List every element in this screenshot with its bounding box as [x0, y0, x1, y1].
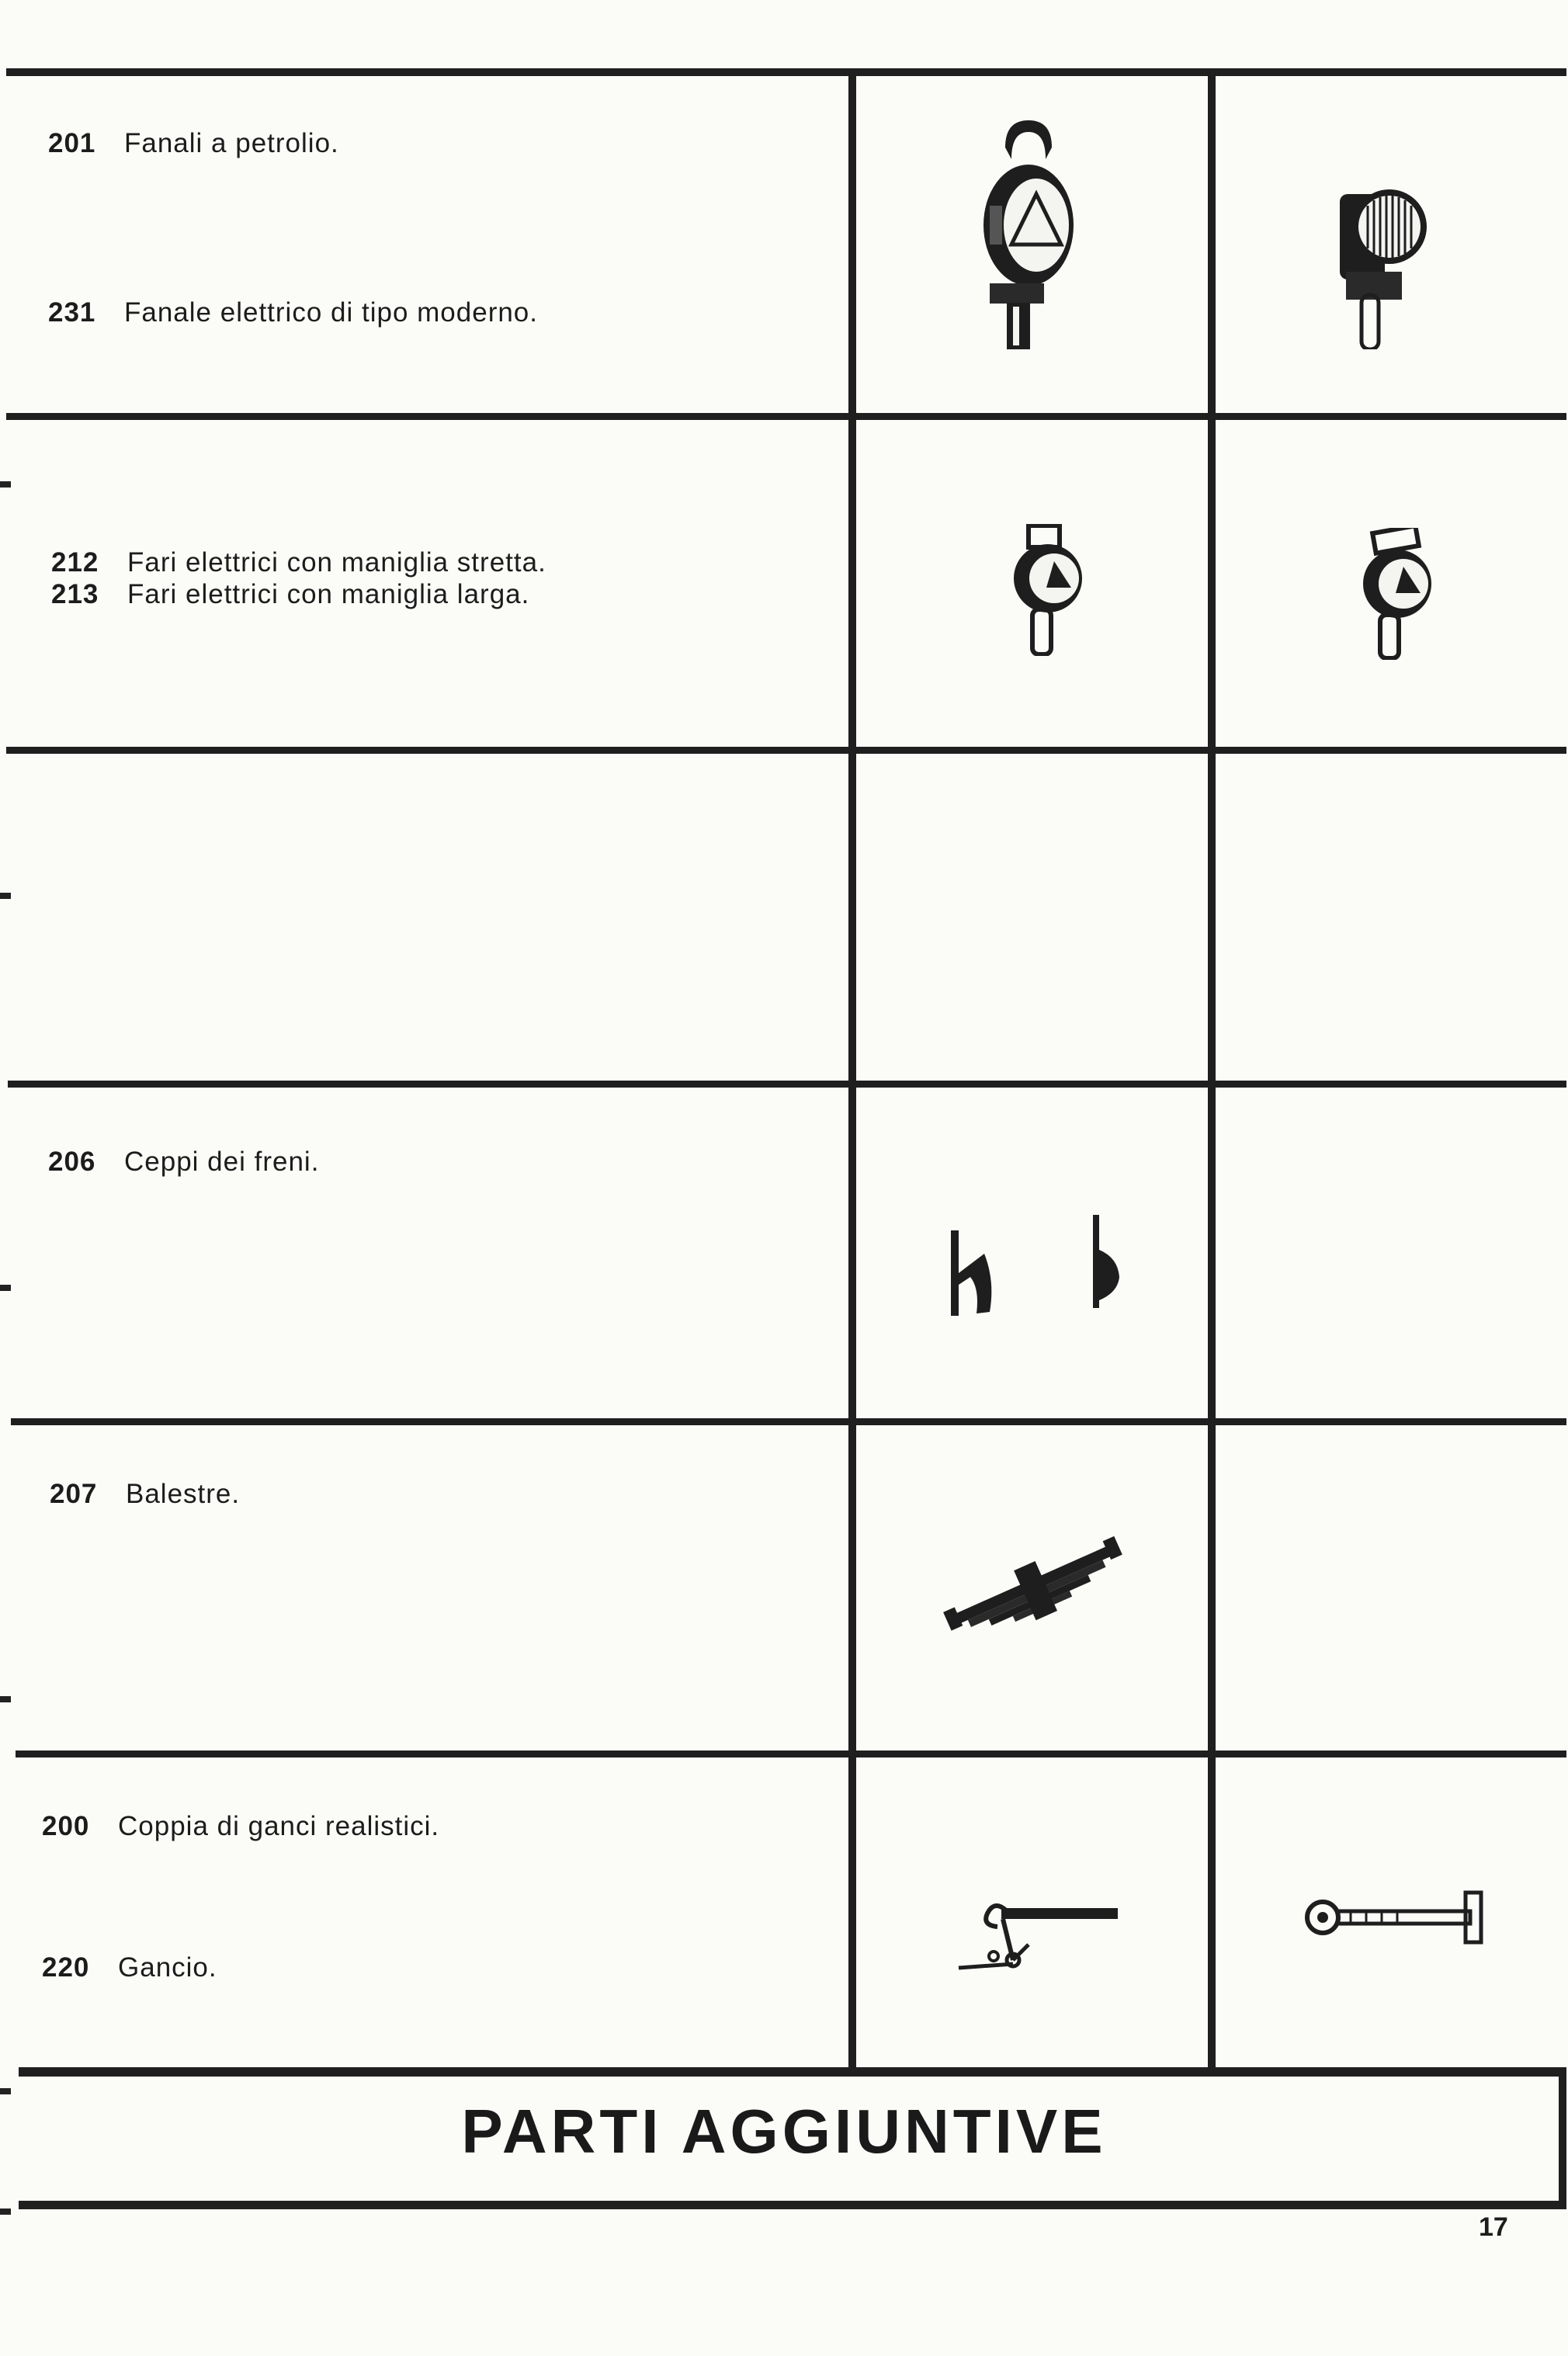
electric-lamp-icon	[1335, 179, 1428, 349]
item-text: Ceppi dei freni.	[124, 1147, 320, 1177]
item-text: Gancio.	[118, 1952, 217, 1983]
list-item	[42, 1952, 217, 1983]
item-code: 200	[42, 1811, 90, 1841]
column-divider	[848, 71, 856, 2070]
item-text: Fanale elettrico di tipo moderno.	[124, 297, 538, 328]
item-text: Coppia di ganci realistici.	[118, 1811, 440, 1841]
page-number: 17	[1479, 2212, 1508, 2242]
row-divider	[16, 1751, 1566, 1757]
list-item	[51, 547, 546, 578]
column-divider	[1208, 71, 1216, 2070]
item-text: Fanali a petrolio.	[124, 128, 339, 158]
coupling-pair-icon	[955, 1894, 1126, 1987]
item-code: 207	[50, 1479, 98, 1509]
edge-mark	[0, 2088, 11, 2094]
item-code: 201	[48, 128, 96, 158]
item-text: Balestre.	[126, 1479, 241, 1509]
edge-mark	[0, 2209, 11, 2215]
row-divider	[11, 1418, 1566, 1425]
item-code: 206	[48, 1147, 96, 1177]
title-bottom-rule	[19, 2201, 1566, 2209]
page-title: PARTI AGGIUNTIVE	[461, 2097, 1107, 2166]
item-code: 213	[51, 579, 99, 609]
list-item	[48, 128, 339, 159]
list-item	[42, 1811, 439, 1842]
list-item	[48, 297, 538, 328]
row-divider	[6, 413, 1566, 420]
brake-shoes-icon	[947, 1211, 1133, 1320]
row-divider	[8, 1081, 1566, 1088]
row-divider	[6, 747, 1566, 754]
headlight-narrow-handle-icon	[1009, 524, 1087, 656]
list-item	[48, 1147, 319, 1178]
item-code: 231	[48, 297, 96, 328]
edge-mark	[0, 1285, 11, 1291]
list-item	[50, 1479, 240, 1510]
edge-mark	[0, 481, 11, 488]
hook-icon	[1304, 1886, 1490, 1948]
item-text: Fari elettrici con maniglia stretta.	[127, 547, 546, 578]
leaf-spring-icon	[935, 1518, 1129, 1650]
oil-lamp-icon	[974, 116, 1083, 349]
edge-mark	[0, 1696, 11, 1702]
headlight-wide-handle-icon	[1358, 528, 1436, 660]
title-top-rule	[19, 2067, 1566, 2077]
item-code: 220	[42, 1952, 90, 1983]
item-text: Fari elettrici con maniglia larga.	[127, 579, 530, 609]
edge-mark	[0, 893, 11, 899]
item-code: 212	[51, 547, 99, 578]
list-item	[51, 579, 529, 610]
table-top-rule	[6, 68, 1566, 76]
